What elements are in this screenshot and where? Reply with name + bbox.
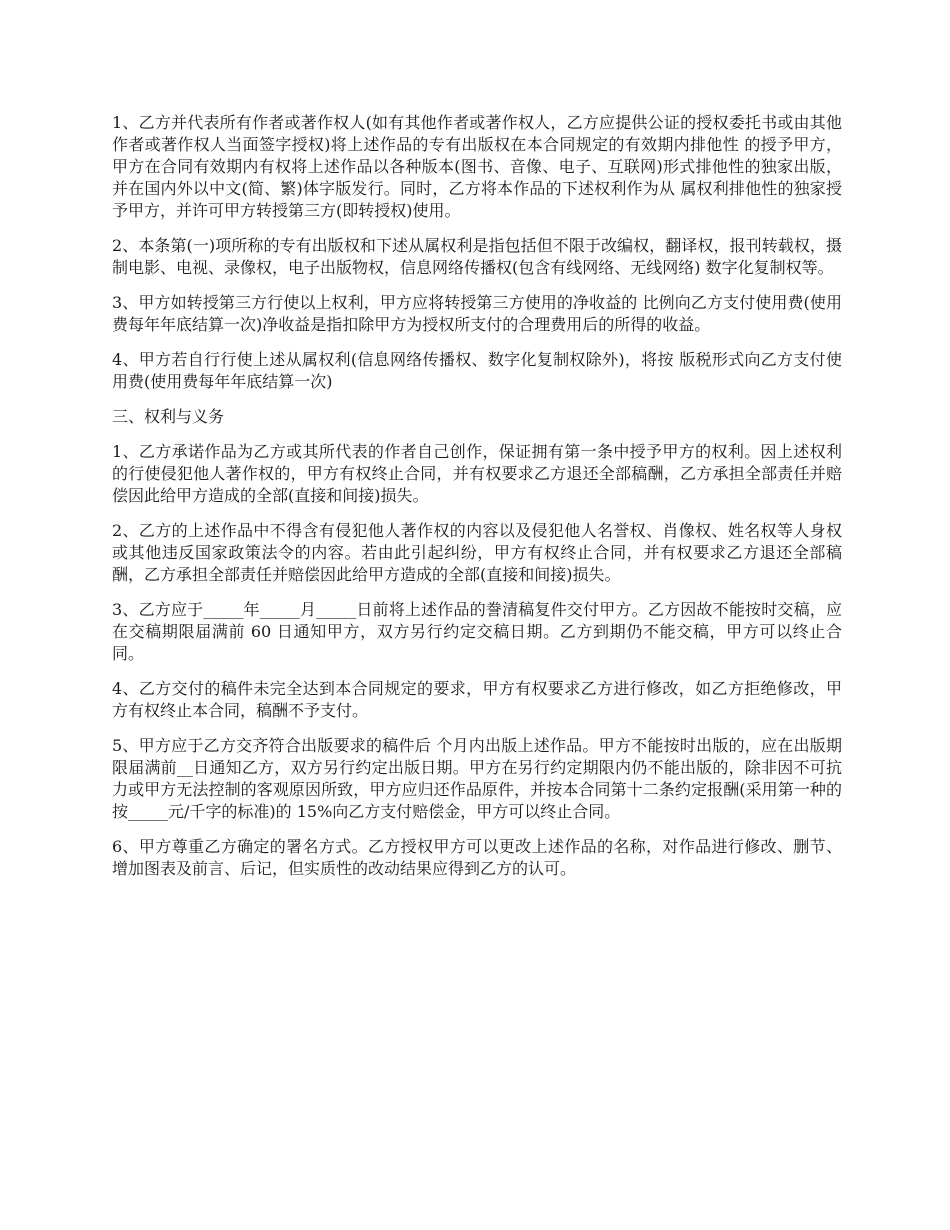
paragraph-2-subsidiary-rights: 2、本条第(一)项所称的专有出版权和下述从属权利是指包括但不限于改编权，翻译权，报刊转载权，摄制电影、电视、录像权，电子出版物权，信息网络传播权(包含有线网络、无线网络) 数字化复制权等。 bbox=[112, 236, 842, 277]
paragraph-4-self-exercise: 4、甲方若自行行使上述从属权利(信息网络传播权、数字化复制权除外)，将按 版税形式向乙方支付使用费(使用费每年年底结算一次) bbox=[112, 350, 842, 391]
section-heading-rights-obligations: 三、权利与义务 bbox=[112, 407, 225, 426]
paragraph-obligation-4: 4、乙方交付的稿件未完全达到本合同规定的要求，甲方有权要求乙方进行修改，如乙方拒绝修改，甲方有权终止本合同，稿酬不予支付。 bbox=[112, 679, 842, 720]
paragraph-1-exclusive-grant: 1、乙方并代表所有作者或著作权人(如有其他作者或著作权人，乙方应提供公证的授权委托书或由其他作者或著作权人当面签字授权)将上述作品的专有出版权在本合同规定的有效期内排他性 的授予甲方，甲方在合同有效期内有权将上述作品以各种版本(图书、音像、电子、互联网)形式排他性的独家出版，并在国内外以中文(简、繁)体字版发行。同时，乙方将本作品的下述权利作为从 属权利排他性的独家授予甲方，并许可甲方转授第三方(即转授权)使用。 bbox=[112, 113, 842, 220]
paragraph-obligation-1: 1、乙方承诺作品为乙方或其所代表的作者自己创作，保证拥有第一条中授予甲方的权利。因上述权利的行使侵犯他人著作权的，甲方有权终止合同，并有权要求乙方退还全部稿酬，乙方承担全部责任并赔偿因此给甲方造成的全部(直接和间接)损失。 bbox=[112, 442, 842, 505]
paragraph-obligation-6: 6、甲方尊重乙方确定的署名方式。乙方授权甲方可以更改上述作品的名称，对作品进行修改、删节、增加图表及前言、后记，但实质性的改动结果应得到乙方的认可。 bbox=[112, 837, 842, 878]
paragraph-3-sublicense-fee: 3、甲方如转授第三方行使以上权利，甲方应将转授第三方使用的净收益的 比例向乙方支付使用费(使用费每年年底结算一次)净收益是指扣除甲方为授权所支付的合理费用后的所得的收益。 bbox=[112, 293, 842, 334]
paragraph-obligation-5: 5、甲方应于乙方交齐符合出版要求的稿件后 个月内出版上述作品。甲方不能按时出版的，应在出版期限届满前__日通知乙方，双方另行约定出版日期。甲方在另行约定期限内仍不能出版的，除非因不可抗力或甲方无法控制的客观原因所致，甲方应归还作品原件，并按本合同第十二条约定报酬(采用第一种的按_____元/千字的标准)的 15%向乙方支付赔偿金，甲方可以终止合同。 bbox=[112, 736, 842, 821]
paragraph-obligation-3: 3、乙方应于_____年_____月_____日前将上述作品的誊清稿复件交付甲方。乙方因故不能按时交稿，应在交稿期限届满前 60 日通知甲方，双方另行约定交稿日期。乙方到期仍不能交稿，甲方可以终止合同。 bbox=[112, 600, 842, 663]
paragraph-obligation-2: 2、乙方的上述作品中不得含有侵犯他人著作权的内容以及侵犯他人名誉权、肖像权、姓名权等人身权或其他违反国家政策法令的内容。若由此引起纠纷，甲方有权终止合同，并有权要求乙方退还全部稿酬，乙方承担全部责任并赔偿因此给甲方造成的全部(直接和间接)损失。 bbox=[112, 521, 842, 584]
document-page bbox=[112, 112, 842, 893]
